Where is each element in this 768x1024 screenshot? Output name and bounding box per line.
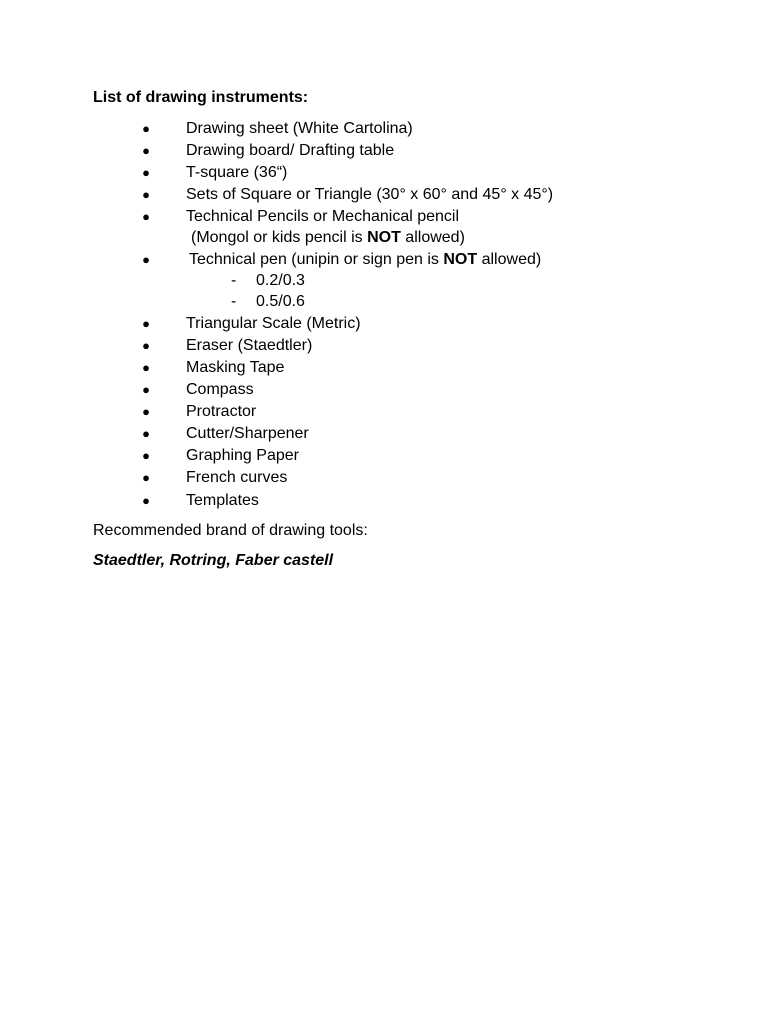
list-item-text: Cutter/Sharpener [186, 425, 309, 442]
sub-list-item-text: 0.2/0.3 [256, 272, 305, 289]
list-item-text: Technical Pencils or Mechanical pencil [186, 208, 460, 225]
list-item-text: French curves [186, 469, 288, 486]
bullet-icon: ● [142, 493, 150, 508]
bullet-icon: ● [142, 448, 150, 463]
bullet-icon: ● [142, 404, 150, 419]
list-item-text: Protractor [186, 403, 257, 420]
list-item-text: Drawing board/ Drafting table [186, 142, 395, 159]
sub-list-item-text: 0.5/0.6 [256, 293, 305, 310]
list-item-text: Triangular Scale (Metric) [186, 315, 361, 332]
list-item-text [189, 250, 541, 270]
bullet-icon: ● [142, 121, 150, 136]
dash-marker: - [231, 272, 237, 289]
list-item-text: Sets of Square or Triangle (30° x 60° and 45° x 45°) [186, 186, 554, 203]
pencil-note-before: (Mongol or kids pencil is [191, 229, 368, 246]
list-item-text: Drawing sheet (White Cartolina) [186, 120, 413, 137]
list-heading: List of drawing instruments: [93, 89, 309, 106]
bullet-icon: ● [142, 338, 150, 353]
bullet-icon: ● [142, 360, 150, 375]
recommended-label: Recommended brand of drawing tools: [93, 522, 368, 539]
pencil-note-text [191, 228, 465, 248]
bullet-icon: ● [142, 382, 150, 397]
list-item-text: Masking Tape [186, 359, 285, 376]
pen-item-after: allowed) [477, 251, 542, 268]
brand-list: Staedtler, Rotring, Faber castell [93, 552, 334, 569]
list-item-text: T-square (36“) [186, 164, 288, 181]
bullet-icon: ● [142, 316, 150, 331]
pen-item-emphasis: NOT [443, 251, 478, 268]
bullet-icon: ● [142, 252, 150, 267]
list-item-text: Compass [186, 381, 254, 398]
bullet-icon: ● [142, 165, 150, 180]
bullet-icon: ● [142, 209, 150, 224]
dash-marker: - [231, 293, 237, 310]
pen-item-before: Technical pen (unipin or sign pen is [189, 251, 444, 268]
list-item-text: Templates [186, 492, 259, 509]
bullet-icon: ● [142, 426, 150, 441]
pencil-note-after: allowed) [400, 229, 465, 246]
pencil-note-emphasis: NOT [367, 229, 401, 246]
bullet-icon: ● [142, 187, 150, 202]
bullet-icon: ● [142, 143, 150, 158]
list-item-text: Eraser (Staedtler) [186, 337, 313, 354]
list-item-text: Graphing Paper [186, 447, 299, 464]
bullet-icon: ● [142, 470, 150, 485]
